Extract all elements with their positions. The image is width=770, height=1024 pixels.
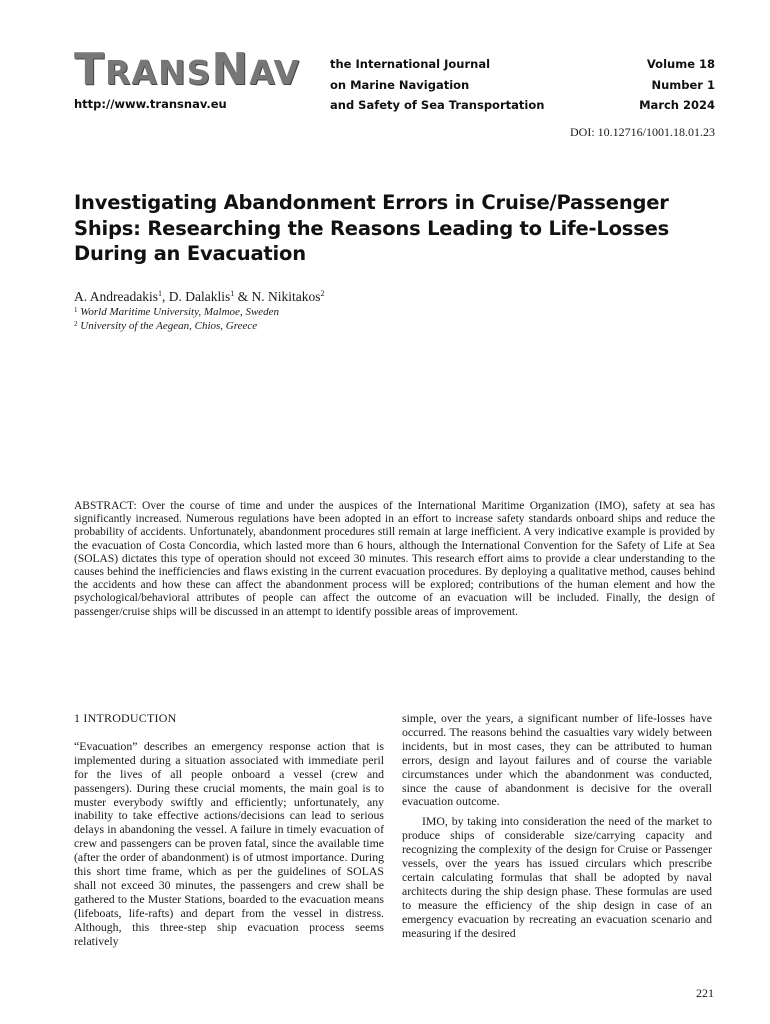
abstract: ABSTRACT: Over the course of time and under the auspices of the International Maritime Organization (IMO), safety at sea has significantly increased. Numerous regulations have been adopted in an effort to increase safety standards onboard ships and reduce the probability of accidents. Unfortunately, abandonment procedures still remain at large inefficient. A very indicative example is provided by the evacuation of Costa Concordia, which lasted more than 6 hours, although the International Convention for the Safety of Life at Sea (SOLAS) dictates this type of operation should not exceed 30 minutes. This research effort aims to provide a clear understanding to the causes behind the inefficiencies and flaws existing in the current evacuation procedures. By deploying a qualitative method, causes behind the accidents and how these can affect the abandonment process will be explored; contributions of the human element and how the psychological/behavioral attributes of people can affect the outcome of an evacuation will be included. Finally, the design of passenger/cruise ships will be discussed in an attempt to identify possible areas of improvement. — [74, 500, 715, 618]
journal-url-link[interactable]: http://www.transnav.eu — [74, 97, 227, 111]
transnav-logo: TRANSNAV — [74, 44, 301, 95]
body-paragraph: IMO, by taking into consideration the need of the market to produce ships of considerable size/carrying capacity and recognizing the complexity of the design for Cruise or Passenger vessels, over the years has issued circulars which prescribe certain calculating formulas that shall be adopted by naval architects during the ship design phase. These formulas are used to measure the efficiency of the ship design in case of an emergency evacuation by recreating an evacuation scenario and measuring if the desired — [402, 814, 712, 940]
author-name: A. Andreadakis — [74, 289, 158, 304]
article-title: Investigating Abandonment Errors in Cruise/Passenger Ships: Researching the Reasons Leading to Life-Losses During an Evacuation — [74, 191, 670, 265]
journal-name-line: the International Journal — [330, 57, 491, 71]
doi-link[interactable]: DOI: 10.12716/1001.18.01.23 — [570, 125, 715, 139]
affiliation: $^2$ University of the Aegean, Chios, Greece — [74, 320, 258, 332]
author-affiliation-marker: 2 — [320, 289, 325, 298]
page-number: 221 — [696, 986, 714, 1000]
journal-name-line: on Marine Navigation — [330, 77, 470, 92]
journal-name-line: and Safety of Sea Transportation — [330, 98, 545, 112]
body-paragraph: simple, over the years, a significant number of life-losses have occurred. The reasons behind the casualties vary widely between incidents, but in most cases, they can be attributed to human errors, design and layout failures and of course the variable circumstances under which the abandonment was conducted, since the cause of abandonment is decisive for the overall evacuation outcome. — [402, 711, 712, 809]
author-affiliation-marker: 1 — [157, 289, 162, 298]
author-name: D. Dalaklis — [168, 289, 231, 304]
date-label: March 2024 — [639, 98, 715, 112]
author-name: N. Nikitakos — [251, 289, 321, 304]
author-list: A. Andreadakis$^1$, D. Dalaklis$^1$ & N. Nikitakos$^2$ — [74, 289, 325, 304]
left-column — [74, 712, 384, 949]
body-paragraph: “Evacuation” describes an emergency response action that is implemented during a situation associated with immediate peril for the lives of all people onboard a vessel (crew and passengers). During these crucial moments, the main goal is to muster everybody swiftly and efficiently; unfortunately, any inability to take effective actions/decisions can lead to serious delays in abandoning the vessel. A failure in timely evacuation of crew and passengers can be proven fatal, since the available time (after the order of abandonment) is of utmost importance. During this short time frame, which as per the guidelines of SOLAS shall not exceed 30 minutes, the passengers and crew shall be gathered to the Muster Stations, boarded to the evacuation means (lifeboats, life-rafts) and depart from the vessel in distress. Although, this three-step ship evacuation process seems relatively — [74, 738, 384, 948]
right-column — [402, 712, 712, 941]
journal-name — [330, 54, 544, 116]
author-affiliation-marker: 1 — [230, 289, 235, 298]
issue-info — [639, 54, 715, 116]
number-label: Number 1 — [651, 77, 715, 92]
affiliation: $^1$ World Maritime University, Malmoe, Sweden — [74, 306, 280, 318]
volume-label: Volume 18 — [646, 57, 715, 71]
section-heading: 1 INTRODUCTION — [74, 711, 177, 725]
